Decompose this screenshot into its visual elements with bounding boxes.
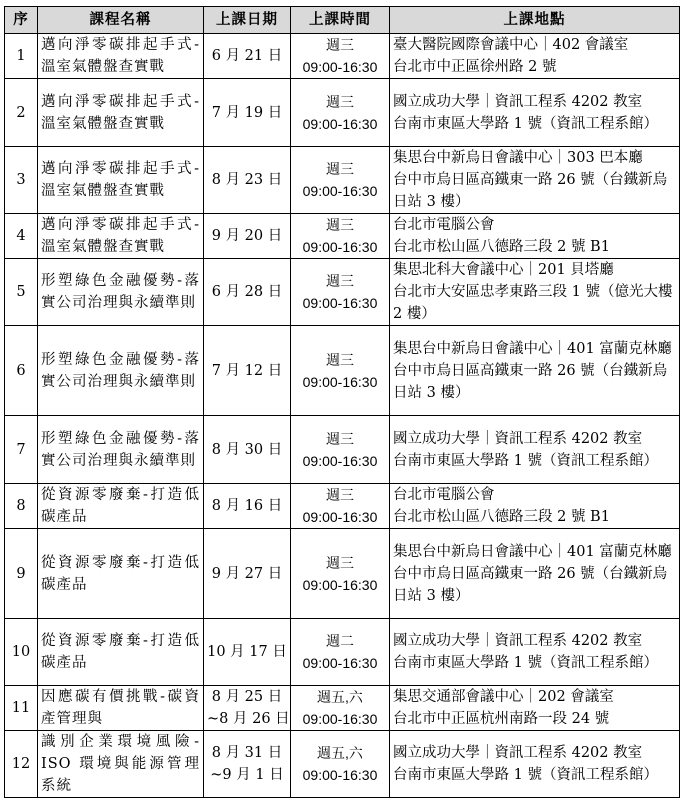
venue-address: 台中市烏日區高鐵東一路 26 號（台鐵新烏日站 3 樓） xyxy=(393,362,668,401)
course-time xyxy=(291,619,390,686)
row-index: 1 xyxy=(5,34,38,79)
venue-name: 集思交通部會議中心｜202 會議室 xyxy=(393,689,614,705)
course-location xyxy=(390,259,680,326)
time-range: 09:00-16:30 xyxy=(302,576,378,593)
course-time xyxy=(291,731,390,798)
venue-address: 台南市東區大學路 1 號（資訊工程系館） xyxy=(393,767,658,783)
row-index: 6 xyxy=(5,326,38,416)
course-location xyxy=(390,619,680,686)
course-location xyxy=(390,34,680,79)
time-range: 09:00-16:30 xyxy=(302,452,378,469)
date-line: 6 月 21 日 xyxy=(211,48,283,64)
weekday: 週三 xyxy=(326,217,354,233)
venue-name: 台北市電腦公會 xyxy=(393,487,495,503)
course-name: 邁向淨零碳排起手式-溫室氣體盤查實戰 xyxy=(38,79,204,147)
table-body xyxy=(5,34,680,798)
course-location xyxy=(390,731,680,798)
table-row xyxy=(5,484,680,529)
venue-address: 台北市大安區忠孝東路三段 1 號（億光大樓 2 樓） xyxy=(393,284,673,322)
date-line: ~8 月 26 日 xyxy=(207,711,290,727)
date-line: 9 月 20 日 xyxy=(211,228,283,244)
course-location xyxy=(390,147,680,214)
row-index: 7 xyxy=(5,416,38,484)
venue-name: 集思台中新烏日會議中心｜401 富蘭克林廳 xyxy=(393,340,672,357)
course-time xyxy=(291,416,390,484)
header-index: 序 xyxy=(5,7,38,34)
venue-address: 台北市中正區徐州路 2 號 xyxy=(393,59,557,75)
weekday: 週三 xyxy=(326,37,354,53)
course-date xyxy=(204,731,291,798)
venue-name: 台北市電腦公會 xyxy=(393,217,495,233)
course-date xyxy=(204,326,291,416)
course-name: 邁向淨零碳排起手式-溫室氣體盤查實戰 xyxy=(38,214,204,259)
venue-name: 集思北科大會議中心｜201 貝塔廳 xyxy=(393,262,614,278)
weekday: 週三 xyxy=(326,430,354,447)
row-index: 4 xyxy=(5,214,38,259)
row-index: 11 xyxy=(5,686,38,731)
date-line: 6 月 28 日 xyxy=(211,284,283,300)
row-index: 12 xyxy=(5,731,38,798)
date-line: 8 月 31 日 xyxy=(211,745,283,761)
table-row xyxy=(5,686,680,731)
course-time xyxy=(291,34,390,79)
course-time xyxy=(291,259,390,326)
time-range: 09:00-16:30 xyxy=(302,183,378,199)
course-location xyxy=(390,484,680,529)
course-time xyxy=(291,484,390,529)
date-line: 7 月 12 日 xyxy=(211,362,283,379)
course-name: 邁向淨零碳排起手式-溫室氣體盤查實戰 xyxy=(38,34,204,79)
time-range: 09:00-16:30 xyxy=(302,239,378,255)
table-row xyxy=(5,79,680,147)
header-location: 上課地點 xyxy=(390,7,680,34)
course-name: 識別企業環境風險-ISO 環境與能源管理系統 xyxy=(38,731,204,798)
venue-address: 台北市松山區八德路三段 2 號 B1 xyxy=(393,509,610,525)
date-line: ~9 月 1 日 xyxy=(210,767,284,783)
course-date xyxy=(204,259,291,326)
course-time xyxy=(291,147,390,214)
course-name: 從資源零廢棄-打造低碳產品 xyxy=(38,484,204,529)
course-location xyxy=(390,214,680,259)
row-index: 9 xyxy=(5,529,38,619)
row-index: 10 xyxy=(5,619,38,686)
date-line: 8 月 23 日 xyxy=(211,172,283,188)
course-time xyxy=(291,214,390,259)
course-schedule-table xyxy=(4,6,680,798)
venue-address: 台南市東區大學路 1 號（資訊工程系館） xyxy=(393,115,658,132)
venue-address: 台中市烏日區高鐵東一路 26 號（台鐵新烏日站 3 樓） xyxy=(393,172,668,210)
time-range: 09:00-16:30 xyxy=(302,655,378,671)
course-name: 形塑綠色金融優勢-落實公司治理與永續準則 xyxy=(38,259,204,326)
row-index: 5 xyxy=(5,259,38,326)
course-time xyxy=(291,686,390,731)
date-line: 8 月 25 日 xyxy=(211,689,283,705)
date-line: 10 月 17 日 xyxy=(207,644,287,660)
date-line: 7 月 19 日 xyxy=(211,104,283,121)
time-range: 09:00-16:30 xyxy=(302,767,378,783)
date-line: 9 月 27 日 xyxy=(211,565,283,582)
weekday: 週三 xyxy=(326,554,354,571)
course-name: 因應碳有價挑戰-碳資產管理與 xyxy=(38,686,204,731)
table-row xyxy=(5,416,680,484)
venue-name: 國立成功大學｜資訊工程系 4202 教室 xyxy=(393,745,643,761)
venue-address: 台北市松山區八德路三段 2 號 B1 xyxy=(393,239,610,255)
venue-name: 國立成功大學｜資訊工程系 4202 教室 xyxy=(393,430,643,447)
weekday: 週三 xyxy=(326,273,354,289)
course-date xyxy=(204,214,291,259)
venue-address: 台中市烏日區高鐵東一路 26 號（台鐵新烏日站 3 樓） xyxy=(393,565,668,604)
venue-name: 集思台中新烏日會議中心｜303 巴本廳 xyxy=(393,150,643,166)
course-date xyxy=(204,484,291,529)
weekday: 週五,六 xyxy=(317,745,363,761)
table-row xyxy=(5,259,680,326)
course-date xyxy=(204,619,291,686)
header-course-name: 課程名稱 xyxy=(38,7,204,34)
weekday: 週五,六 xyxy=(317,689,363,705)
time-range: 09:00-16:30 xyxy=(302,711,378,727)
course-date xyxy=(204,686,291,731)
time-range: 09:00-16:30 xyxy=(302,59,378,75)
weekday: 週三 xyxy=(326,161,354,177)
course-name: 形塑綠色金融優勢-落實公司治理與永續準則 xyxy=(38,416,204,484)
table-row xyxy=(5,214,680,259)
weekday: 週三 xyxy=(326,93,354,110)
table-row xyxy=(5,34,680,79)
time-range: 09:00-16:30 xyxy=(302,115,378,132)
row-index: 3 xyxy=(5,147,38,214)
course-name: 形塑綠色金融優勢-落實公司治理與永續準則 xyxy=(38,326,204,416)
header-row xyxy=(5,7,680,34)
venue-name: 臺大醫院國際會議中心｜402 會議室 xyxy=(393,37,629,53)
course-location xyxy=(390,79,680,147)
time-range: 09:00-16:30 xyxy=(302,373,378,390)
venue-name: 集思台中新烏日會議中心｜401 富蘭克林廳 xyxy=(393,543,672,560)
row-index: 2 xyxy=(5,79,38,147)
course-time xyxy=(291,529,390,619)
course-name: 從資源零廢棄-打造低碳產品 xyxy=(38,529,204,619)
table-row xyxy=(5,529,680,619)
date-line: 8 月 30 日 xyxy=(211,441,283,458)
course-location xyxy=(390,529,680,619)
table-row xyxy=(5,731,680,798)
course-name: 邁向淨零碳排起手式-溫室氣體盤查實戰 xyxy=(38,147,204,214)
venue-name: 國立成功大學｜資訊工程系 4202 教室 xyxy=(393,633,643,649)
course-date xyxy=(204,79,291,147)
venue-address: 台南市東區大學路 1 號（資訊工程系館） xyxy=(393,655,658,671)
time-range: 09:00-16:30 xyxy=(302,295,378,311)
header-time: 上課時間 xyxy=(291,7,390,34)
course-date xyxy=(204,34,291,79)
venue-name: 國立成功大學｜資訊工程系 4202 教室 xyxy=(393,93,643,110)
course-location xyxy=(390,326,680,416)
course-time xyxy=(291,79,390,147)
course-date xyxy=(204,529,291,619)
table-row xyxy=(5,326,680,416)
date-line: 8 月 16 日 xyxy=(211,498,283,514)
course-location xyxy=(390,686,680,731)
table-row xyxy=(5,619,680,686)
course-date xyxy=(204,147,291,214)
course-name: 從資源零廢棄-打造低碳產品 xyxy=(38,619,204,686)
table-row xyxy=(5,147,680,214)
time-range: 09:00-16:30 xyxy=(302,509,378,525)
course-location xyxy=(390,416,680,484)
weekday: 週二 xyxy=(326,633,354,649)
venue-address: 台北市中正區杭州南路一段 24 號 xyxy=(393,711,610,727)
venue-address: 台南市東區大學路 1 號（資訊工程系館） xyxy=(393,452,658,469)
course-time xyxy=(291,326,390,416)
course-date xyxy=(204,416,291,484)
row-index: 8 xyxy=(5,484,38,529)
header-date: 上課日期 xyxy=(204,7,291,34)
weekday: 週三 xyxy=(326,487,354,503)
weekday: 週三 xyxy=(326,351,354,368)
